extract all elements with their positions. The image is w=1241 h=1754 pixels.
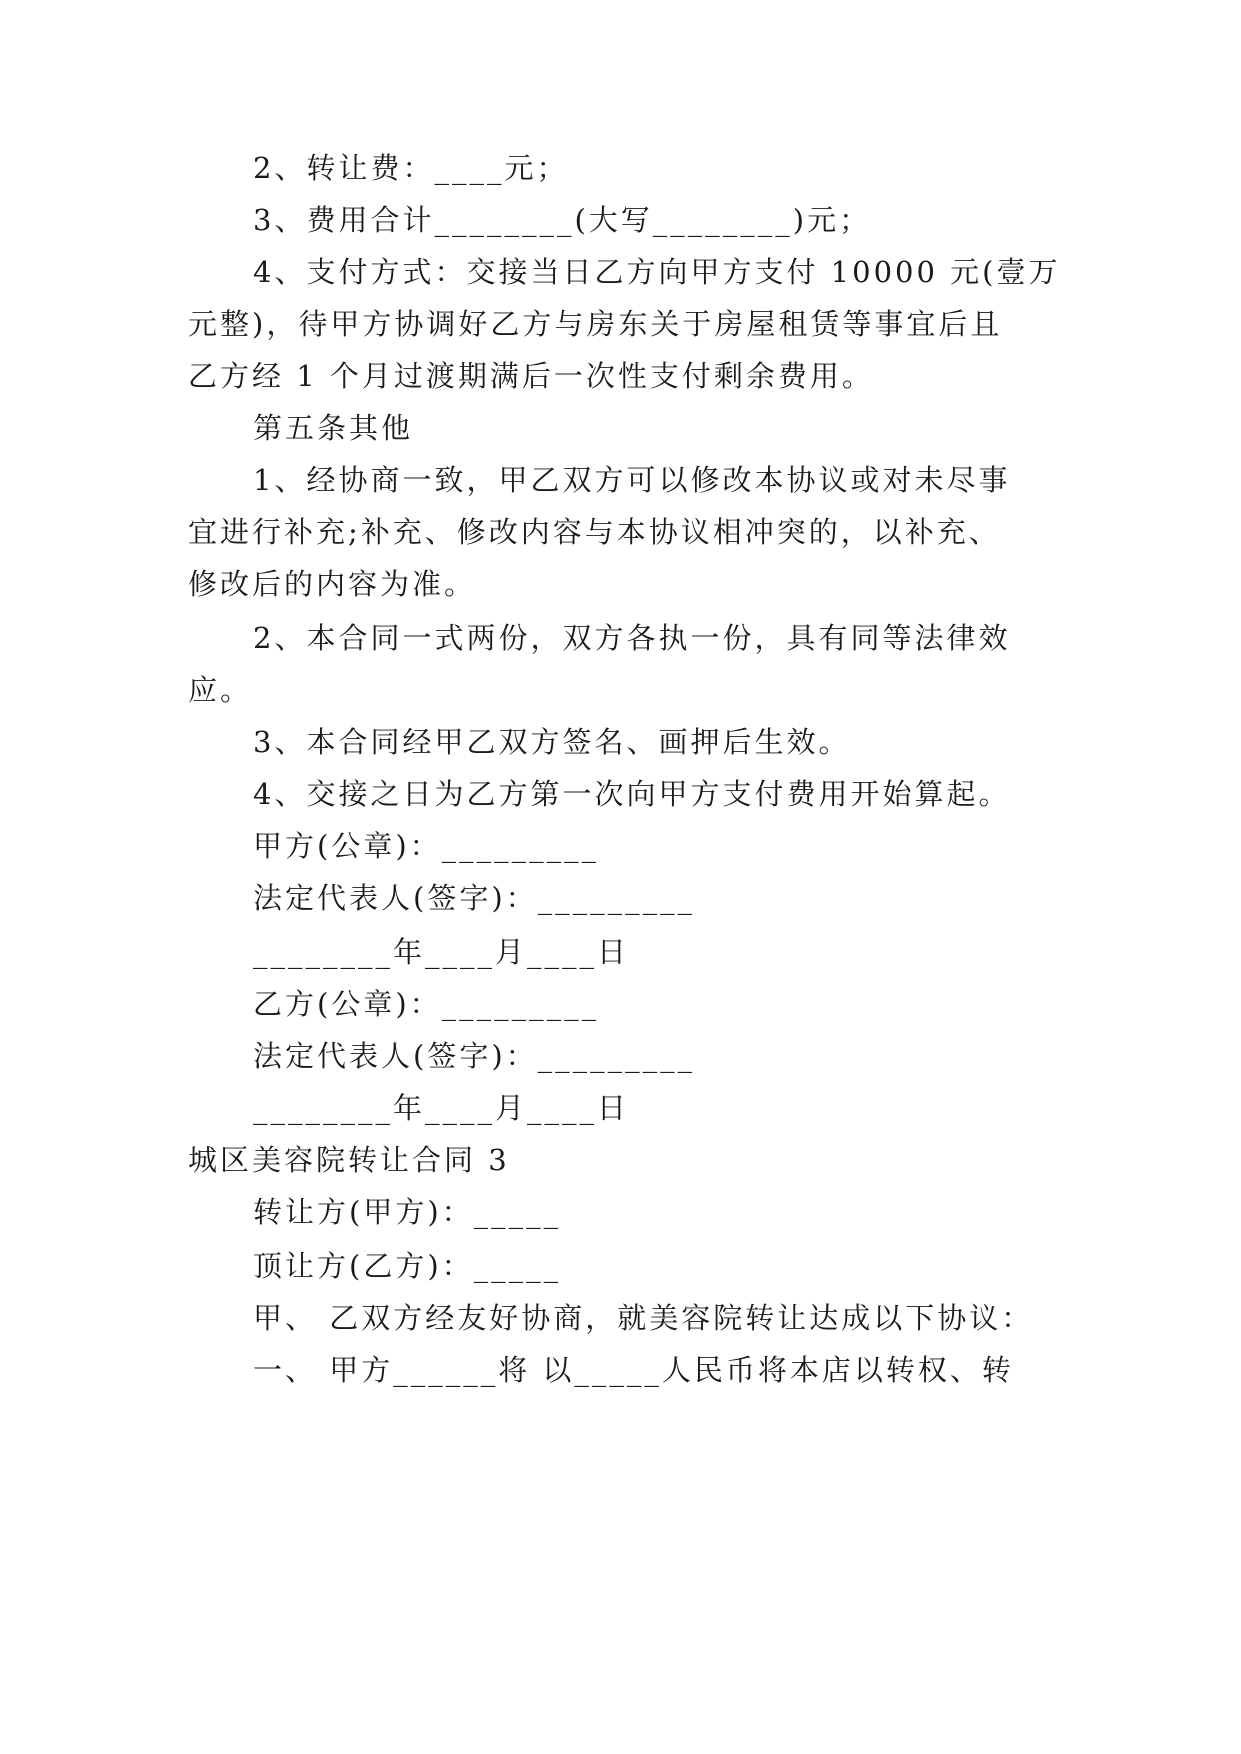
clause-start-date: 4、交接之日为乙方第一次向甲方支付费用开始算起。 <box>253 777 1011 811</box>
clause-payment-method-cont-2: 乙方经 1 个月过渡期满后一次性支付剩余费用。 <box>188 359 874 393</box>
party-b-date: ________年____月____日 <box>253 1091 630 1125</box>
clause-one: 一、 甲方______将 以_____人民币将本店以转权、转 <box>253 1353 1014 1387</box>
transferor-party-a: 转让方(甲方)：_____ <box>253 1195 562 1229</box>
clause-amendment-cont-1: 宜进行补充;补充、修改内容与本协议相冲突的，以补充、 <box>188 515 1001 549</box>
clause-total-fee: 3、费用合计________(大写________)元； <box>253 203 872 237</box>
clause-payment-method-cont-1: 元整)，待甲方协调好乙方与房东关于房屋租赁等事宜后且 <box>188 307 1003 341</box>
section-heading-other: 第五条其他 <box>253 411 414 445</box>
party-a-seal: 甲方(公章)：_________ <box>253 829 600 863</box>
clause-amendment: 1、经协商一致，甲乙双方可以修改本协议或对未尽事 <box>253 463 1011 497</box>
clause-transfer-fee: 2、转让费：____元； <box>253 151 569 185</box>
agreement-preamble: 甲、 乙双方经友好协商，就美容院转让达成以下协议： <box>253 1301 1034 1335</box>
clause-effective: 3、本合同经甲乙双方签名、画押后生效。 <box>253 725 851 759</box>
clause-copies: 2、本合同一式两份，双方各执一份，具有同等法律效 <box>253 621 1011 655</box>
clause-copies-cont: 应。 <box>188 673 253 707</box>
party-a-representative: 法定代表人(签字)：_________ <box>253 881 696 915</box>
clause-amendment-cont-2: 修改后的内容为准。 <box>188 567 477 601</box>
party-a-date: ________年____月____日 <box>253 935 630 969</box>
party-b-seal: 乙方(公章)：_________ <box>253 987 600 1021</box>
party-b-representative: 法定代表人(签字)：_________ <box>253 1039 696 1073</box>
transferee-party-b: 顶让方(乙方)：_____ <box>253 1249 562 1283</box>
clause-payment-method: 4、支付方式：交接当日乙方向甲方支付 10000 元(壹万 <box>253 255 1061 289</box>
contract-title: 城区美容院转让合同 3 <box>188 1143 510 1177</box>
